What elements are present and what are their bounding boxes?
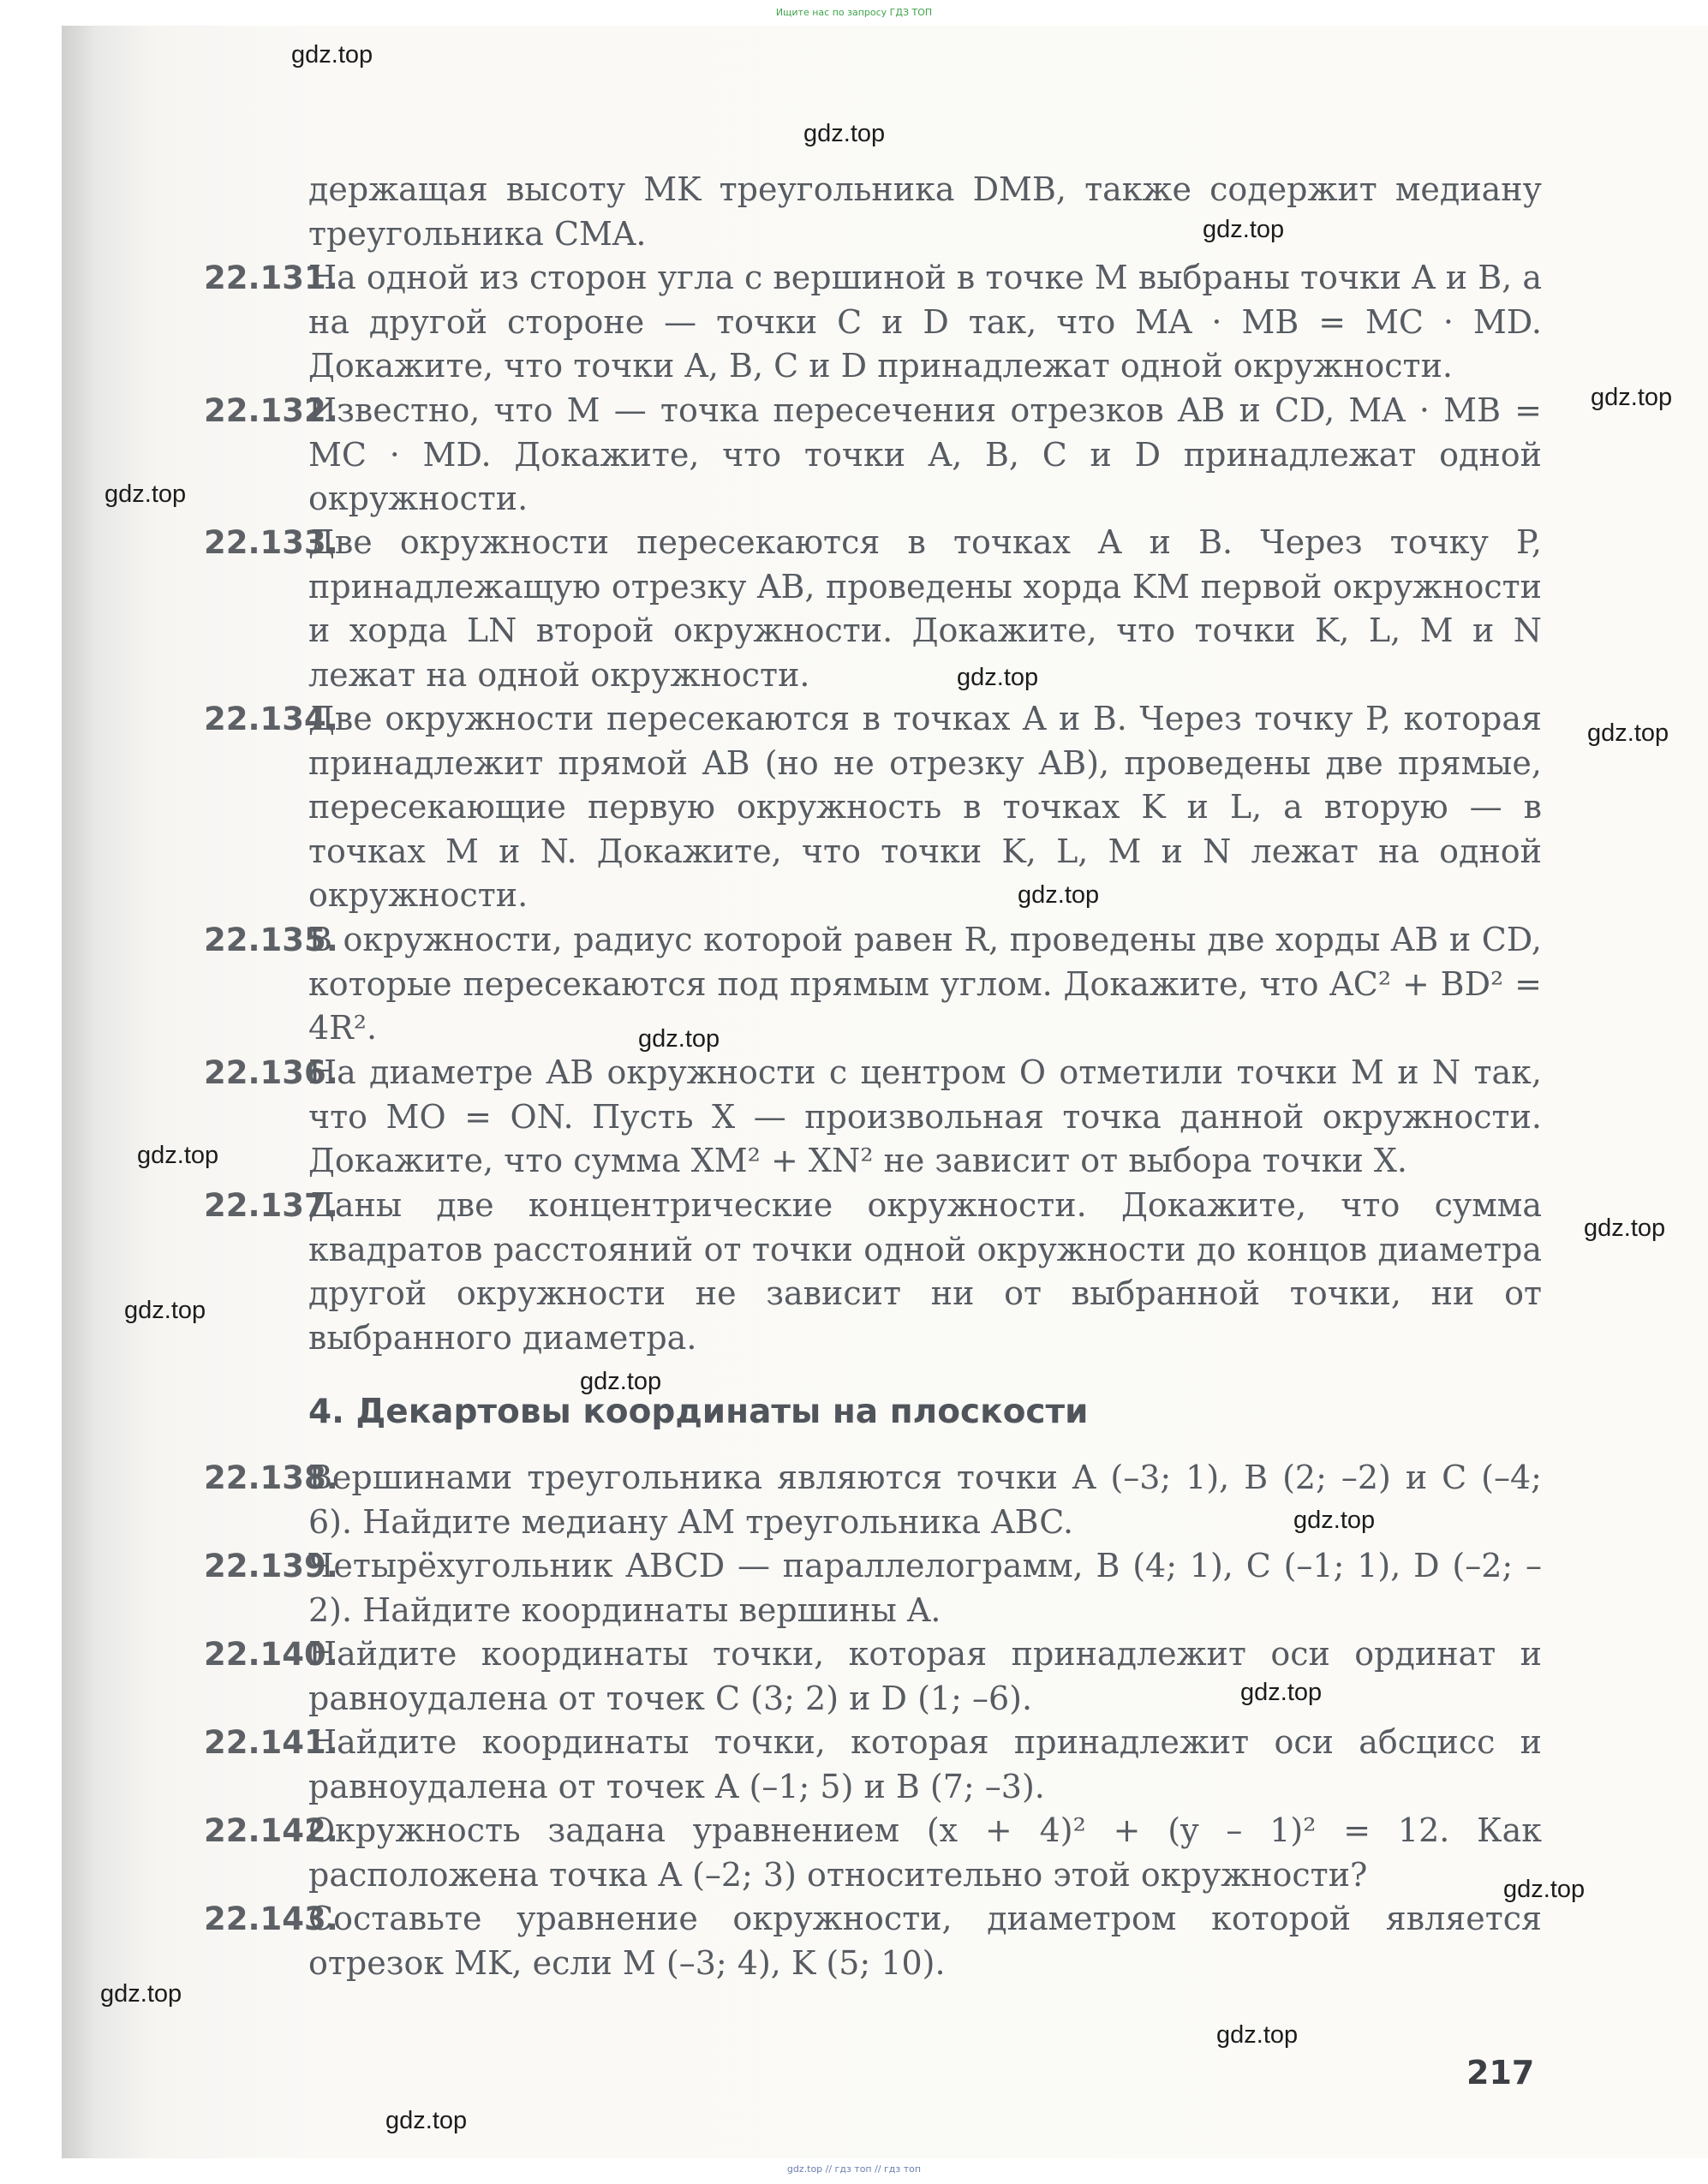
watermark: gdz.top — [1203, 216, 1285, 243]
footer-note: gdz.top // гдз топ // гдз топ — [786, 2163, 922, 2175]
watermark: gdz.top — [1591, 384, 1673, 411]
watermark: gdz.top — [1503, 1876, 1586, 1903]
problem-number: 22.143. — [204, 1901, 338, 1937]
continuation-text: держащая высоту MK треугольника DMB, также содержит медиану треугольника CMA. — [308, 170, 1542, 253]
problem-text: Две окружности пересекаются в точках A и B. Через точку P, принадлежащую отрезку AB, проведены хорда KM первой окружности и хорда LN второй окружности. Докажите, что точки K, L, M и N лежат на одной окружности. — [308, 523, 1542, 694]
problem-number: 22.141. — [204, 1724, 338, 1761]
watermark: gdz.top — [1584, 1214, 1666, 1242]
watermark: gdz.top — [1240, 1679, 1323, 1706]
problem-number: 22.135. — [204, 922, 338, 958]
problem-number: 22.131. — [204, 260, 338, 296]
watermark: gdz.top — [1018, 881, 1100, 909]
problem-number: 22.134. — [204, 701, 338, 737]
watermark: gdz.top — [803, 120, 886, 147]
problem-text: На одной из сторон угла с вершиной в точке M выбраны точки A и B, а на другой стороне — точки C и D так, что MA · MB = MC · MD. Докажите, что точки A, B, C и D принадлежат одной окружности. — [308, 259, 1542, 385]
watermark: gdz.top — [957, 664, 1039, 691]
problem-text: На диаметре AB окружности с центром O отметили точки M и N так, что MO = ON. Пусть X — произвольная точка данной окружности. Докажите, что сумма XM² + XN² не зависит от выбора точки X. — [308, 1053, 1542, 1179]
problem-number: 22.139. — [204, 1548, 338, 1584]
watermark: gdz.top — [638, 1025, 720, 1053]
problem-text: Окружность задана уравнением (x + 4)² + (y – 1)² = 12. Как расположена точка A (–2; 3) относительно этой окружности? — [308, 1811, 1542, 1894]
watermark: gdz.top — [1216, 2021, 1299, 2049]
problem-number: 22.133. — [204, 524, 338, 561]
problem-text: Составьте уравнение окружности, диаметром которой является отрезок MK, если M (–3; 4), K (5; 10). — [308, 1900, 1542, 1982]
problem-text: Вершинами треугольника являются точки A (–3; 1), B (2; –2) и C (–4; 6). Найдите медиану AM треугольника ABC. — [308, 1459, 1542, 1541]
problem-text: Известно, что M — точка пересечения отрезков AB и CD, MA · MB = MC · MD. Докажите, что точки A, B, C и D принадлежат одной окружности. — [308, 391, 1542, 517]
watermark: gdz.top — [580, 1368, 662, 1395]
watermark: gdz.top — [291, 41, 373, 69]
problem-number: 22.137. — [204, 1187, 338, 1224]
problem-number: 22.132. — [204, 392, 338, 429]
problem-number: 22.138. — [204, 1459, 338, 1496]
watermark: gdz.top — [100, 1980, 182, 2008]
problem-text: Четырёхугольник ABCD — параллелограмм, B (4; 1), C (–1; 1), D (–2; –2). Найдите координаты вершины A. — [308, 1547, 1542, 1629]
problem-text: В окружности, радиус которой равен R, проведены две хорды AB и CD, которые пересекаются под прямым углом. Докажите, что AC² + BD² = 4R². — [308, 921, 1542, 1047]
problem-text: Две окружности пересекаются в точках A и B. Через точку P, которая принадлежит прямой AB (но не отрезку AB), проведены две прямые, пересекающие первую окружность в точках K и L, а вторую — в точках M и N. Докажите, что точки K, L, M и N лежат на одной окружности. — [308, 700, 1542, 914]
page-number: 217 — [1466, 2054, 1535, 2092]
problem-number: 22.142. — [204, 1812, 338, 1849]
problem-number: 22.140. — [204, 1636, 338, 1673]
watermark: gdz.top — [1293, 1507, 1376, 1534]
problem-number: 22.136. — [204, 1054, 338, 1091]
watermark: gdz.top — [1587, 719, 1669, 747]
problem-text: Даны две концентрические окружности. Докажите, что сумма квадратов расстояний от точки одной окружности до концов диаметра другой окружности не зависит ни от выбранной точки, ни от выбранного диаметра. — [308, 1186, 1542, 1357]
header-note: Ищите нас по запросу ГДЗ ТОП — [775, 7, 933, 18]
section-heading: 4. Декартовы координаты на плоскости — [308, 1393, 1089, 1431]
watermark: gdz.top — [137, 1142, 219, 1169]
problem-text: Найдите координаты точки, которая принадлежит оси абсцисс и равноудалена от точек A (–1; 5) и B (7; –3). — [308, 1723, 1542, 1805]
problem-text: Найдите координаты точки, которая принадлежит оси ординат и равноудалена от точек C (3; 2) и D (1; –6). — [308, 1635, 1542, 1717]
watermark: gdz.top — [385, 2107, 468, 2134]
watermark: gdz.top — [124, 1297, 206, 1324]
watermark: gdz.top — [105, 480, 187, 508]
